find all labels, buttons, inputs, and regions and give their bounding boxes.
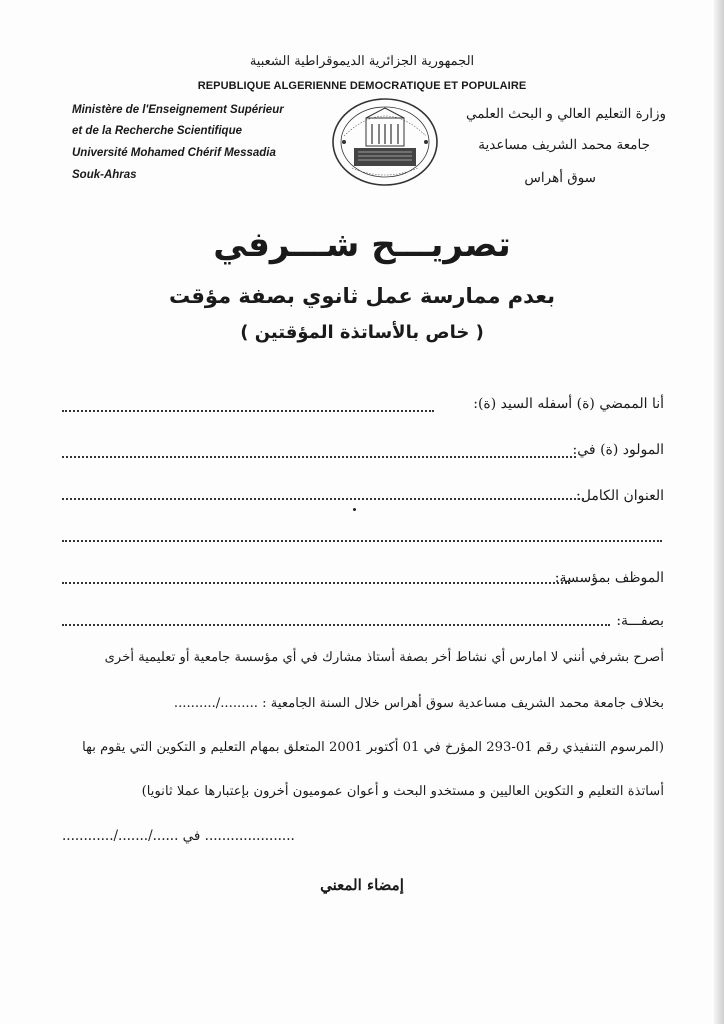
university-ar-name: جامعة محمد الشريف مساعدية xyxy=(478,137,650,153)
document-subtitle: بعدم ممارسة عمل ثانوي بصفة مؤقت xyxy=(168,284,556,308)
signatory-name-field[interactable] xyxy=(62,410,434,412)
ministry-fr-line-2: et de la Recherche Scientifique xyxy=(72,125,243,137)
ink-speck xyxy=(353,508,356,511)
document-title: تصريـــح شـــرفي xyxy=(213,225,511,265)
employer-label: الموظف بمؤسسة: xyxy=(554,570,664,586)
scan-edge-shadow xyxy=(714,0,724,1024)
birth-label: المولود (ة) في: xyxy=(572,442,664,458)
employer-field[interactable] xyxy=(62,582,570,584)
decree-line-2: أساتذة التعليم و التكوين العاليين و مستخدو البحث و أعوان عموميون أخرون بإعتبارها عملا ثانويا) xyxy=(141,784,664,799)
position-label: بصفـــة: xyxy=(616,613,664,629)
republic-arabic: الجمهورية الجزائرية الديموقراطية الشعبية xyxy=(249,54,475,69)
republic-french: REPUBLIQUE ALGERIENNE DEMOCRATIQUE ET POPULAIRE xyxy=(197,80,527,92)
address-label: العنوان الكامل: xyxy=(576,488,664,504)
signatory-name-label: أنا الممضي (ة) أسفله السيد (ة): xyxy=(473,396,664,412)
birth-field[interactable] xyxy=(62,456,576,458)
address-field-line-1[interactable] xyxy=(62,498,584,500)
city-fr-name: Souk-Ahras xyxy=(72,169,137,181)
document-subtitle-note: ( خاص بالأساتذة المؤقتين ) xyxy=(240,322,484,343)
place-date-line[interactable]: ............/......./...... في ..................... xyxy=(62,828,295,844)
decree-line-1: (المرسوم التنفيذي رقم 01-293 المؤرخ في 01 أكتوبر 2001 المتعلق بمهام التعليم و التكوين التي يقوم بها xyxy=(82,740,664,755)
university-seal-logo xyxy=(330,96,440,188)
declaration-line-1: أصرح بشرفي أنني لا امارس أي نشاط أخر بصفة أستاذ مشارك في أي مؤسسة جامعية أو تعليمية أخرى xyxy=(104,650,664,665)
position-field[interactable] xyxy=(62,624,610,626)
city-ar-name: سوق أهراس xyxy=(524,170,596,186)
declaration-line-2: بخلاف جامعة محمد الشريف مساعدية سوق أهراس خلال السنة الجامعية : ........./.......... xyxy=(173,696,664,711)
ministry-fr-line-1: Ministère de l'Enseignement Supérieur xyxy=(72,104,284,116)
signature-label: إمضاء المعني xyxy=(320,876,404,894)
ministry-ar-name: وزارة التعليم العالي و البحث العلمي xyxy=(465,106,666,122)
university-fr-name: Université Mohamed Chérif Messadia xyxy=(72,147,276,159)
address-field-line-2[interactable] xyxy=(62,540,662,542)
